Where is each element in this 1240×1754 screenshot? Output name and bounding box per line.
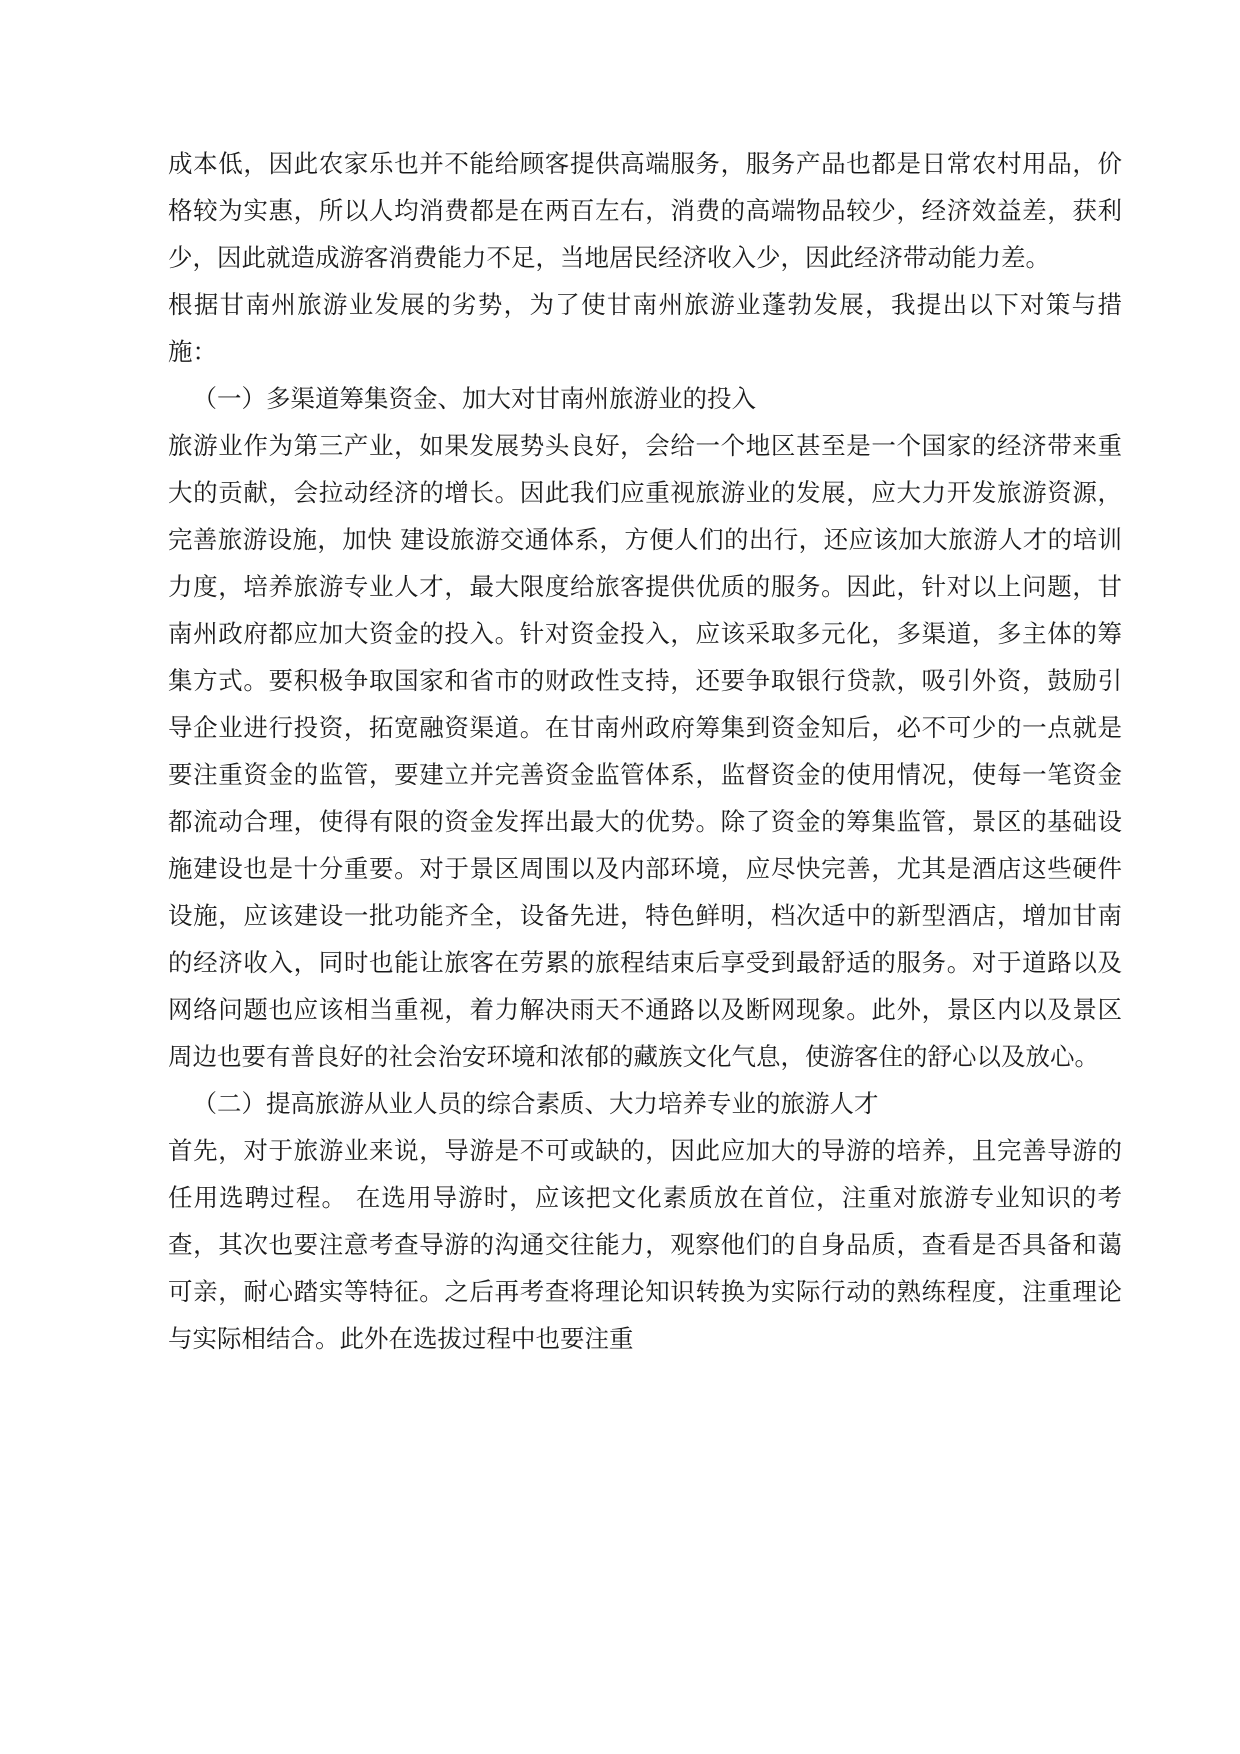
paragraph: 旅游业作为第三产业，如果发展势头良好，会给一个地区甚至是一个国家的经济带来重大的贡献，会拉动经济的增长。因此我们应重视旅游业的发展，应大力开发旅游资源，完善旅游设施，加快 建设旅游交通体系，方便人们的出行，还应该加大旅游人才的培训力度，培养旅游专业人才，最大限度给旅客提供优质的服务。因此，针对以上问题，甘南州政府都应加大资金的投入。针对资金投入，应该采取多元化，多渠道，多主体的筹集方式。要积极争取国家和省市的财政性支持，还要争取银行贷款，吸引外资，鼓励引导企业进行投资，拓宽融资渠道。在甘南州政府筹集到资金知后，必不可少的一点就是要注重资金的监管，要建立并完善资金监管体系，监督资金的使用情况，使每一笔资金都流动合理，使得有限的资金发挥出最大的优势。除了资金的筹集监管，景区的基础设施建设也是十分重要。对于景区周围以及内部环境，应尽快完善，尤其是酒店这些硬件设施，应该建设一批功能齐全，设备先进，特色鲜明，档次适中的新型酒店，增加甘南的经济收入，同时也能让旅客在劳累的旅程结束后享受到最舒适的服务。对于道路以及网络问题也应该相当重视，着力解决雨天不通路以及断网现象。此外，景区内以及景区周边也要有普良好的社会治安环境和浓郁的藏族文化气息，使游客住的舒心以及放心。: [168, 431, 1122, 1071]
section-heading: （一）多渠道筹集资金、加大对甘南州旅游业的投入: [192, 384, 756, 413]
document-body: [168, 140, 1122, 1362]
paragraph: 根据甘南州旅游业发展的劣势，为了使甘南州旅游业蓬勃发展，我提出以下对策与措施：: [168, 290, 1122, 366]
paragraph: 成本低，因此农家乐也并不能给顾客提供高端服务，服务产品也都是日常农村用品，价格较为实惠，所以人均消费都是在两百左右，消费的高端物品较少，经济效益差，获利少，因此就造成游客消费能力不足，当地居民经济收入少，因此经济带动能力差。: [168, 149, 1122, 272]
section-heading: （二）提高旅游从业人员的综合素质、大力培养专业的旅游人才: [192, 1089, 879, 1118]
paragraph: 首先，对于旅游业来说，导游是不可或缺的，因此应加大的导游的培养，且完善导游的任用选聘过程。 在选用导游时，应该把文化素质放在首位，注重对旅游专业知识的考查，其次也要注意考查导游的沟通交往能力，观察他们的自身品质，查看是否具备和蔼可亲，耐心踏实等特征。之后再考查将理论知识转换为实际行动的熟练程度，注重理论与实际相结合。此外在选拔过程中也要注重: [168, 1136, 1122, 1353]
